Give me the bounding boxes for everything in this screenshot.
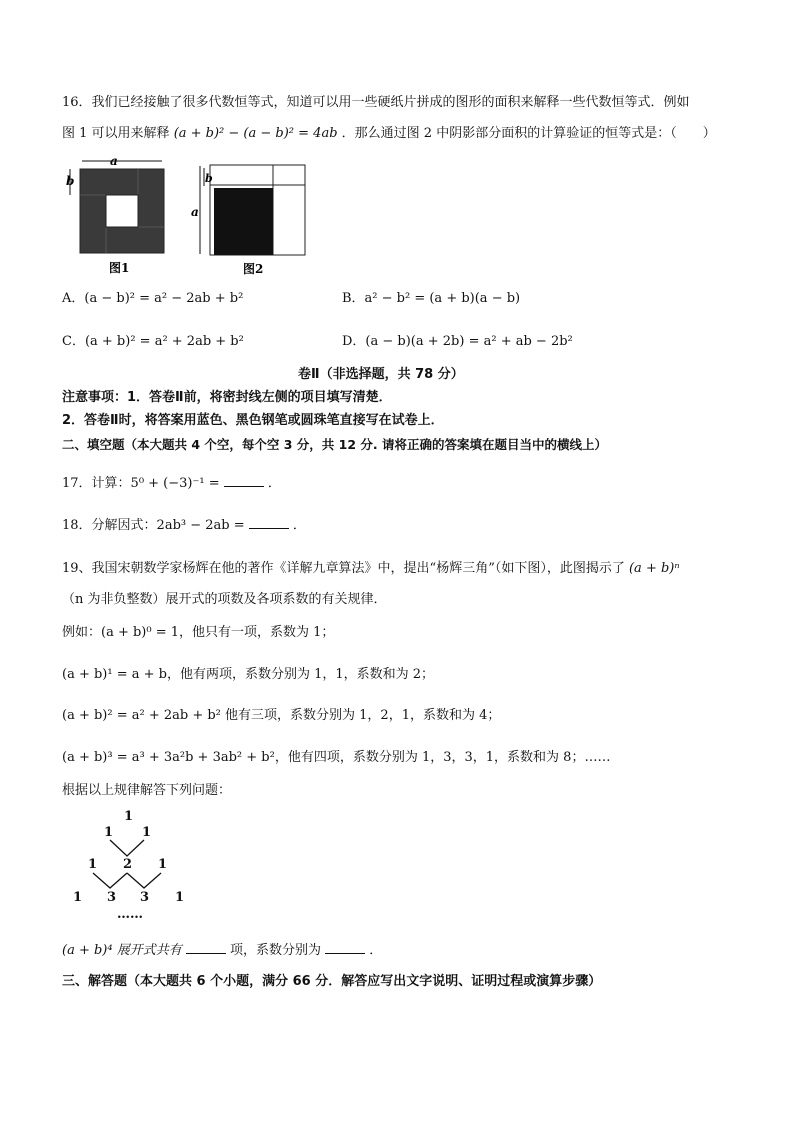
q16-line2-suffix: ．那么通过图 2 中阴影部分面积的计算验证的恒等式是：（ ）	[341, 126, 716, 141]
fig1-caption: 图1	[109, 261, 130, 275]
q19-example-2: (a + b)² = a² + 2ab + b² 他有三项，系数分别为 1，2，1，系数和为 4；	[62, 708, 501, 723]
fig1-inner-hole	[106, 195, 138, 227]
q18-prompt: 18．分解因式：2ab³ − 2ab =	[62, 518, 245, 533]
triangle-number: 3	[140, 890, 150, 905]
q16-option-b[interactable]: B．a² − b² = (a + b)(a − b)	[342, 291, 521, 306]
q16-option-d[interactable]: D．(a − b)(a + 2b) = a² + ab − 2b²	[342, 334, 573, 349]
part-2-title: 二、填空题（本大题共 4 个空，每个空 3 分，共 12 分. 请将正确的答案填在题目当中的横线上）	[62, 437, 608, 452]
triangle-number: 1	[88, 857, 98, 872]
triangle-number: 1	[158, 857, 168, 872]
q18-suffix: ．	[292, 518, 306, 533]
triangle-connector	[127, 873, 161, 888]
q19-question	[62, 941, 382, 960]
q16-line2	[62, 125, 716, 143]
triangle-number: 2	[123, 857, 133, 872]
fig1-a-label: a	[110, 155, 118, 168]
figure-1	[62, 155, 172, 280]
q19-example-0: 例如：(a + b)⁰ = 1，他只有一项，系数为 1；	[62, 625, 335, 640]
q19-line1-text: 19、我国宋朝数学家杨辉在他的著作《详解九章算法》中，提出“杨辉三角”（如下图），此图揭示了	[62, 561, 625, 576]
q19-binomial-formula: (a + b)ⁿ	[628, 561, 680, 576]
q19-question-b: 项，系数分别为	[230, 943, 322, 958]
q16-line1: 16．我们已经接触了很多代数恒等式，知道可以用一些硬纸片拼成的图形的面积来解释一些代数恒等式．例如	[62, 95, 690, 110]
triangle-number: 1	[124, 809, 134, 824]
q18	[62, 516, 306, 535]
triangle-number: 3	[107, 890, 117, 905]
q17	[62, 474, 281, 493]
q17-answer-blank[interactable]	[224, 474, 264, 487]
section-2-title: 卷Ⅱ（非选择题，共 78 分）	[298, 367, 464, 382]
q19-line1	[62, 560, 680, 578]
q18-answer-blank[interactable]	[249, 516, 289, 529]
q16-option-c[interactable]: C．(a + b)² = a² + 2ab + b²	[62, 334, 244, 349]
q19-coefficients-blank[interactable]	[325, 941, 365, 954]
yang-hui-triangle	[62, 806, 192, 924]
triangle-number: 1	[175, 890, 185, 905]
triangle-number: 1	[73, 890, 83, 905]
q19-example-1: (a + b)¹ = a + b，他有两项，系数分别为 1，1，系数和为 2；	[62, 667, 435, 682]
q19-term-count-blank[interactable]	[186, 941, 226, 954]
notes-line1: 注意事项：1．答卷Ⅱ前，将密封线左侧的项目填写清楚．	[62, 390, 392, 405]
q19-instruction: 根据以上规律解答下列问题：	[62, 783, 232, 798]
triangle-number: 1	[142, 825, 152, 840]
q19-question-a: (a + b)⁴ 展开式共有	[62, 943, 182, 958]
fig1-b-label: b	[66, 174, 75, 188]
fig2-caption: 图2	[243, 262, 264, 276]
figure-2	[188, 160, 313, 280]
fig2-b-label: b	[205, 172, 213, 185]
q16-identity-formula: (a + b)² − (a − b)² = 4ab	[173, 126, 338, 141]
triangle-ellipsis: ……	[117, 907, 143, 922]
q16-option-a[interactable]: A．(a − b)² = a² − 2ab + b²	[62, 291, 244, 306]
q19-question-c: ．	[369, 943, 383, 958]
q16-line2-prefix: 图 1 可以用来解释	[62, 126, 170, 141]
triangle-connector	[110, 840, 144, 856]
triangle-connector	[93, 873, 127, 888]
notes-line2: 2．答卷Ⅱ时，将答案用蓝色、黑色钢笔或圆珠笔直接写在试卷上．	[62, 413, 444, 428]
q19-example-3: (a + b)³ = a³ + 3a²b + 3ab² + b²，他有四项，系数分别为 1，3，3，1，系数和为 8；……	[62, 750, 611, 765]
fig2-shaded-square	[214, 188, 273, 255]
triangle-number: 1	[104, 825, 114, 840]
part-3-title: 三、解答题（本大题共 6 个小题，满分 66 分．解答应写出文字说明、证明过程或演算步骤）	[62, 974, 602, 989]
q19-line2: （n 为非负整数）展开式的项数及各项系数的有关规律．	[62, 592, 387, 607]
q17-prompt: 17．计算：5⁰ + (−3)⁻¹ =	[62, 476, 220, 491]
q17-suffix: ．	[267, 476, 281, 491]
fig2-a-label: a	[191, 205, 199, 219]
